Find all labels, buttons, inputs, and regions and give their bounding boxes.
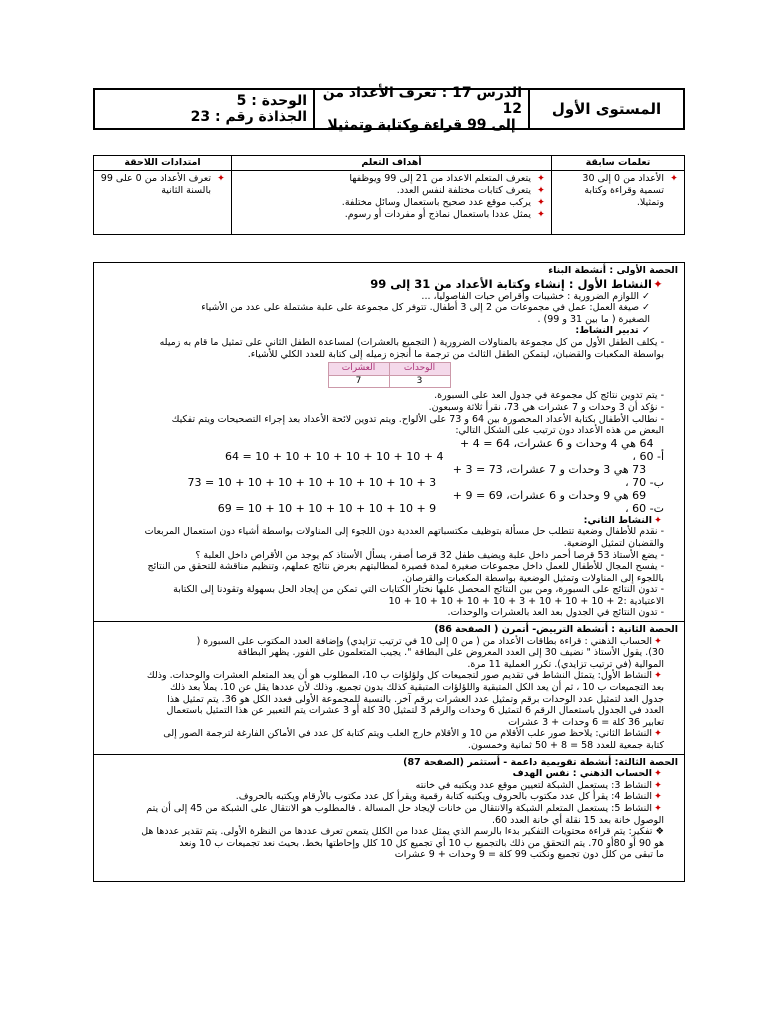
bullet-icon: ✦ (653, 276, 663, 291)
tens-header: العشرات (328, 363, 389, 376)
mental-math-text: الحساب الذهني : نفس الهدف (512, 768, 652, 780)
work-form-line (100, 302, 678, 314)
paragraph-text: نطالب الأطفال بكتابة الأعداد المحصورة بين 64 و 73 على الألواح. ويتم تدوين لائحة الأعداد بعد إجراء التصحيحات ويتم تفكيك (171, 413, 658, 425)
decomposition-mark: أ- (656, 449, 664, 463)
paragraph-text: يفسح المجال للأطفال للعمل داخل مجموعات صغيرة لمدة قصيرة لمطالبتهم بعرض نتائج عملهم، وتنظيم مناقشة للتحقق من النتائج (147, 561, 658, 573)
bullet-icon: ✦ (654, 728, 662, 740)
paragraph: العدد في الجدول باستعمال الرقم 6 لتمثيل 6 وحدات والرقم 3 لتمثيل 30 كلة أو 3 عشرات يتم التعبير عن هذا التمثيل باستعمال (166, 705, 664, 717)
objectives-table (93, 155, 685, 235)
reflection-line (100, 826, 678, 838)
decomposition-mark: ب- (649, 475, 664, 489)
mental-math-line (100, 636, 678, 648)
paragraph: الوصول خانة بعد 15 نقلة أي خانة العدد 60. (491, 814, 664, 826)
prior-learning-cell (551, 171, 684, 235)
bullet-icon: ✦ (654, 768, 662, 780)
activity1-title (100, 277, 678, 291)
paragraph: - يكلف الطفل الأول من كل مجموعة بالمناولات الضرورية ( التجميع بالعشرات) لمساعدة الطفل الثاني على تمثيل ما قام به زميله (159, 336, 664, 348)
paragraph-text: نؤكد أن 3 وحدات و 7 عشرات هي 73، نقرأ ثلاثة وسبعون. (428, 401, 658, 413)
goal-item: يتعرف المتعلم الاعداد من 21 إلى 99 ويوظفها (349, 173, 531, 184)
decomposition-rhs: 69 = 10 + 10 + 10 + 10 + 10 + 10 + 9 (217, 501, 437, 515)
decomposition-lhs: 69 هي 9 وحدات و 6 عشرات، 69 = 9 + 60 ، (452, 488, 647, 515)
learning-goals-cell (231, 171, 551, 235)
paragraph: - يتم تدوين نتائج كل مجموعة في جدول العد على السبورة. (434, 390, 664, 402)
check-icon: ✓ (639, 302, 650, 314)
activity2-title (100, 515, 678, 527)
paragraph: الموالية (في ترتيب تزايدي). تكرر العملية 11 مرة. (467, 658, 664, 670)
level-label: المستوى الأول (551, 100, 662, 118)
bullet-icon: ✦ (654, 779, 662, 791)
paragraph-text: نقدم للأطفال وضعية تتطلب حل مسألة بتوظيف مكتسباتهم العددية دون اللجوء إلى المناولات بواسطة أشياء دون استعمال المربعات (144, 526, 658, 538)
decomposition-line (100, 437, 678, 463)
reflection-text: تفكير: يتم قراءة محتويات التفكير بدءا بالرسم الذي يمثل عددا من الكلل يتمعن تعرف عددها من النظرة الأولى. يتم تقدير عددها هل (141, 826, 653, 838)
place-value-table (328, 362, 451, 388)
paragraph (100, 803, 678, 815)
paragraph-text: تدون النتائج على السبورة، ومن بين النتائج المحصل عليها نختار الكتابات التي تمكن من إيجاد الحل بسهولة وتقودنا إلى الكتابة (173, 584, 658, 596)
prior-learning-header: تعلمات سابقة (551, 156, 684, 170)
learning-goals-header: أهداف التعلم (231, 156, 551, 170)
mental-math-line (100, 768, 678, 780)
tools-line (100, 291, 678, 303)
decomposition-lhs: 73 هي 3 وحدات و 7 عشرات، 73 = 3 + 70 ، (452, 462, 647, 489)
paragraph (100, 728, 678, 740)
paragraph: - يضع الأستاذ 53 قرصا أحمر داخل علبة ويضيف طفل 32 قرصا أصفر، يسأل الأستاذ كم يوجد من الأقراص داخل العلبة ؟ (195, 549, 664, 561)
bullet-icon: ✦ (654, 514, 662, 526)
objectives-body-row (94, 171, 684, 235)
paragraph-text: النشاط 4: يقرأ كل عدد مكتوب بالحروف ويكتبه كتابة رقمية ويقرأ كل عدد مكتوب بالأرقام ويكتبه بالحروف. (235, 791, 652, 803)
check-icon: ✓ (639, 290, 650, 302)
paragraph-text: يكلف الطفل الأول من كل مجموعة بالمناولات الضرورية ( التجميع بالعشرات) لمساعدة الطفل الثاني على تمثيل ما قام به زميله (159, 336, 658, 348)
goal-item: يركب موقع عدد صحيح باستعمال وسائل مختلفة. (341, 197, 531, 208)
bullet-icon: ✦ (670, 173, 678, 184)
units-value: 3 (389, 375, 450, 388)
paragraph: بواسطة المكعبات والقضبان، ليتمكن الطفل الثالث من ترجمة ما أنجزه زميله إلى كتابة للعدد الكلي للأشياء. (247, 348, 664, 360)
bullet-icon: ✦ (654, 802, 662, 814)
place-value-table-wrap (100, 360, 678, 390)
paragraph: والقضبان لتمثيل الوضعية. (563, 537, 664, 549)
prior-learning-text: الأعداد من 0 إلى 30 تسمية وقراءة وكتابة وتمثيلا. (582, 173, 664, 208)
paragraph: - يفسح المجال للأطفال للعمل داخل مجموعات صغيرة لمدة قصيرة لمطالبتهم بعرض نتائج عملهم، وتنظيم مناقشة للتحقق من النتائج (147, 561, 664, 573)
paragraph: 30). يقول الأستاذ " نضيف 30 إلى العدد المعروض على البطاقة ". يجيب المتعلمون على الفور. يظهر البطاقة (237, 647, 664, 659)
activity1-title-text: النشاط الأول : إنشاء وكتابة الأعداد من 31 إلى 99 (370, 276, 652, 291)
divider (94, 754, 684, 755)
session1-title: الحصة الأولى : أنشطة البناء (548, 265, 678, 276)
divider (94, 621, 684, 622)
bullet-icon: ✦ (537, 197, 545, 208)
decomposition-rhs: 64 = 10 + 10 + 10 + 10 + 10 + 10 + 4 (225, 449, 444, 463)
bullet-icon: ✦ (537, 173, 545, 184)
bullet-icon: ✦ (654, 635, 662, 647)
paragraph: البعض من هذه الأعداد دون ترتيب على الشكل التالي: (455, 425, 664, 437)
paragraph: - نؤكد أن 3 وحدات و 7 عشرات هي 73، نقرأ ثلاثة وسبعون. (428, 401, 664, 413)
session2-title: الحصة الثانية : أنشطة الترييض- أتمرن ( الصفحة 86) (434, 624, 678, 636)
decomposition-mark: ت- (649, 501, 664, 515)
paragraph-text: النشاط 3: يستعمل الشبكة لتعيين موقع عدد ويكتبه في خانته (415, 779, 652, 791)
extensions-cell (94, 171, 231, 235)
paragraph: كتابة جمعية للعدد 58 = 8 + 50 ثمانية وخمسون. (467, 740, 664, 751)
paragraph-text: يضع الأستاذ 53 قرصا أحمر داخل علبة ويضيف طفل 32 قرصا أصفر، يسأل الأستاذ كم يوجد من الأقراص داخل العلبة ؟ (195, 549, 658, 561)
paragraph-text: النشاط الثاني: يلاحظ صور علب الأقلام من 10 و الأقلام خارج العلب ويتم كتابة كل عدد في الأماكن الفارغة لترجمة الصور إلى (163, 728, 652, 740)
paragraph: هو 90 أو 80أو 70. يتم التحقق من ذلك بالتجميع ب 10 أي تجميع كل 10 كلل وإحاطتها بخط. بحيث نعد تجميعات ب 10 ونعد (179, 837, 664, 849)
decomposition-line (100, 463, 678, 489)
lesson-title-line2: إلى 99 قراءة وكتابة وتمثيلا (327, 117, 516, 133)
check-icon: ✓ (638, 325, 650, 337)
level-cell (528, 90, 683, 128)
bullet-icon: ✦ (654, 791, 662, 803)
diamond-icon: ❖ (652, 826, 664, 838)
lesson-title-line1: الدرس 17 : تعرف الأعداد من 12 (322, 85, 522, 117)
lesson-header-table (93, 85, 685, 133)
session3-title: الحصة الثالثة: أنشطة تقويمية داعمة - أستثمر (الصفحة 87) (403, 756, 678, 768)
paragraph: ما تبقى من كلل دون تجميع ونكتب 99 كلة = 9 وحدات + 9 عشرات (394, 849, 664, 861)
paragraph (100, 670, 678, 682)
unit-cell (95, 90, 313, 128)
objectives-header-row (94, 156, 684, 171)
paragraph (100, 780, 678, 792)
paragraph: الاعتيادية :2 + 10 + 10 + 10 + 3 + 10 + 10 + 10 + 10 + 10 (388, 595, 664, 607)
paragraph: - تدون النتائج في الجدول بعد العد بالعشرات والوحدات. (447, 607, 664, 619)
paragraph: جدول العد لتمثيل عدد الوحدات برقم وتمثيل عدد العشرات برقم آخر. بالنسبة للمجموعة الأولى فعدد الكل هو 36. يتم تمثيل هذا (167, 693, 664, 705)
bullet-icon: ✦ (217, 173, 225, 184)
paragraph: تعابير 36 كلة = 6 وحدات + 3 عشرات (508, 716, 664, 728)
goal-item: يمثل عددا باستعمال نماذج أو مفردات أو رسوم. (344, 209, 531, 220)
lesson-body (93, 262, 685, 882)
work-form-text: صيغة العمل: عمل في مجموعات من 2 إلى 3 أطفال. تتوفر كل مجموعة على علبة مشتملة على عدد من الأشياء (201, 302, 640, 314)
paragraph-text: يتم تدوين نتائج كل مجموعة في جدول العد على السبورة. (434, 390, 658, 402)
units-header: الوحدات (389, 363, 450, 376)
manage-line (100, 325, 678, 337)
tools-text: اللوازم الضرورية : خشيبات وأقراص حبات الفاصوليا، ... (421, 290, 640, 302)
lesson-title-cell (313, 85, 528, 133)
paragraph (100, 791, 678, 803)
paragraph: بعد التجميعات ب 10 ، ثم أن يعد الكل المتبقية واللؤلؤات المتبقية كذلك بدون تجميع. وذلك لأن عددها يقل عن 10. يملأ بعد ذلك (170, 682, 664, 694)
card-number-label: الجذاذة رقم : 23 (190, 109, 307, 125)
extensions-text: تعرف الأعداد من 0 على 99 بالسنة الثانية (100, 173, 211, 196)
paragraph: - تدون النتائج على السبورة، ومن بين النتائج المحصل عليها نختار الكتابات التي تمكن من إيجاد الحل بسهولة وتقودنا إلى الكتابة (173, 584, 664, 596)
paragraph: - نقدم للأطفال وضعية تتطلب حل مسألة بتوظيف مكتسباتهم العددية دون اللجوء إلى المناولات بواسطة أشياء دون استعمال المربعات (144, 526, 664, 538)
paragraph-text: تدون النتائج في الجدول بعد العد بالعشرات والوحدات. (447, 607, 658, 619)
extensions-header: امتدادات اللاحقة (124, 157, 201, 168)
paragraph: باللجوء إلى المناولات وتمثيل الوضعية بواسطة المكعبات والقرصان. (402, 572, 664, 584)
activity2-title-text: النشاط الثاني: (583, 514, 652, 526)
work-form-line2: الصغيرة ( ما بين 31 و 99) . (537, 313, 650, 325)
tens-value: 7 (328, 375, 389, 388)
decomposition-rhs: 73 = 10 + 10 + 10 + 10 + 10 + 10 + 10 + 3 (187, 475, 437, 489)
goal-item: يتعرف كتابات مختلفة لنفس العدد. (396, 185, 531, 196)
bullet-icon: ✦ (537, 185, 545, 196)
paragraph-text: النشاط 5: يستعمل المتعلم الشبكة والانتقال من خانات لإيجاد حل المسالة . فالمطلوب هو الانتقال على الشبكة من 45 إلى أن يتم (146, 802, 652, 814)
paragraph-text: النشاط الأول: يتمثل النشاط في تقديم صور لتجميعات كل ولؤلؤات ب 10، المطلوب هو أن يعد المتعلم العشرات والوحدات. وذلك (146, 670, 652, 682)
paragraph: - نطالب الأطفال بكتابة الأعداد المحصورة بين 64 و 73 على الألواح. ويتم تدوين لائحة الأعداد بعد إجراء التصحيحات ويتم تفكيك (171, 413, 664, 425)
manage-text: تدبير النشاط: (575, 325, 639, 337)
decomposition-lhs: 64 هي 4 وحدات و 6 عشرات، 64 = 4 + 60 ، (460, 436, 654, 463)
mental-math-text: الحساب الذهني : قراءة بطاقات الأعداد من ( من 0 إلى 10 في ترتيب تزايدي) وإضافة العدد المكتوب على السبورة ( (196, 635, 652, 647)
bullet-icon: ✦ (537, 209, 545, 220)
decomposition-line (100, 489, 678, 515)
unit-label: الوحدة : 5 (236, 93, 307, 109)
bullet-icon: ✦ (654, 670, 662, 682)
